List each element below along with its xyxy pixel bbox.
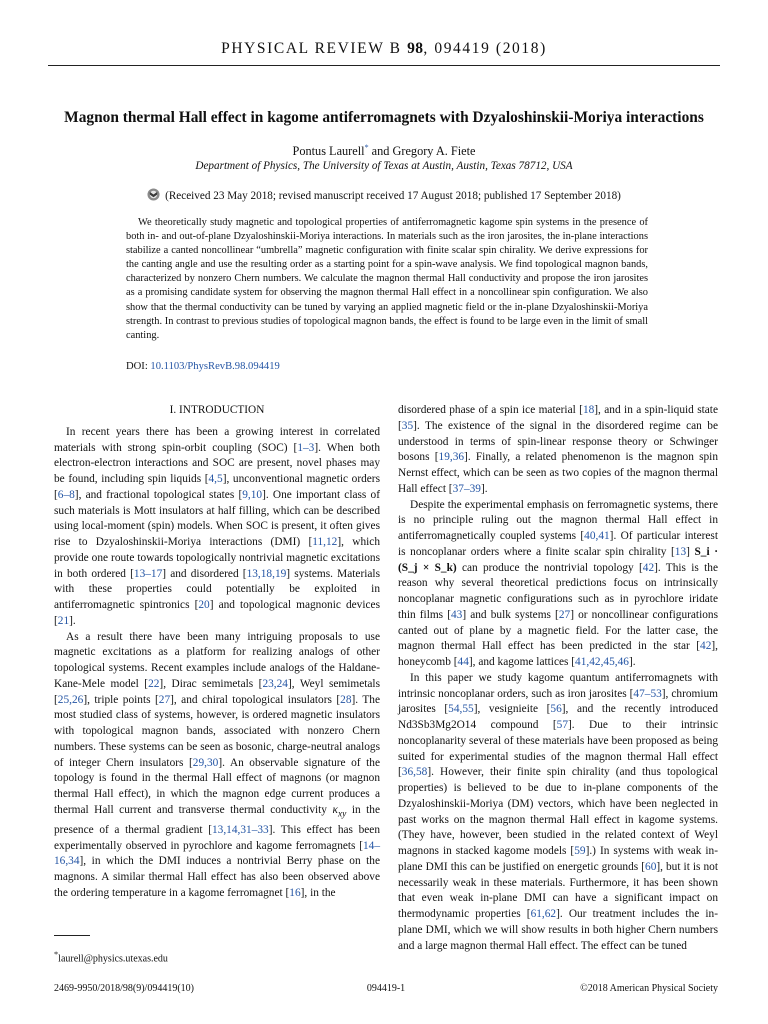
citation-link[interactable]: 47–53 xyxy=(633,687,662,700)
citation-link[interactable]: 21 xyxy=(57,614,70,627)
citation-link[interactable]: 13,18,19 xyxy=(246,567,287,580)
citation-link[interactable]: 35 xyxy=(401,419,414,432)
doi-link[interactable]: 10.1103/PhysRevB.98.094419 xyxy=(150,361,280,372)
footnote-email: laurell@physics.utexas.edu xyxy=(58,953,168,965)
header-rule xyxy=(48,65,720,66)
kappa-subscript: xy xyxy=(337,809,347,820)
citation-link[interactable]: 23,24 xyxy=(262,677,288,690)
citation-link[interactable]: 25,26 xyxy=(57,693,84,706)
doi-label: DOI: xyxy=(126,361,151,372)
citation-link[interactable]: 4,5 xyxy=(208,473,223,485)
citation-link[interactable]: 41,42,45,46 xyxy=(575,656,629,668)
citation-link[interactable]: 18 xyxy=(582,404,595,416)
citation-link[interactable]: 36,58 xyxy=(401,766,428,779)
citation-link[interactable]: 14–16,34 xyxy=(54,839,380,868)
citation-link[interactable]: 44 xyxy=(457,656,469,668)
citation-link[interactable]: 27 xyxy=(558,608,571,621)
citation-link[interactable]: 11,12 xyxy=(312,536,338,548)
footnote xyxy=(54,950,168,964)
citation-link[interactable]: 60 xyxy=(645,860,657,873)
citation-link[interactable]: 42 xyxy=(642,561,655,574)
author-name: Pontus Laurell xyxy=(292,144,365,159)
journal-header xyxy=(0,40,768,58)
paragraph: In recent years there has been a growing interest in correlated materials with strong spin-orbit coupling (SOC) [1–3]. When both electron-electron interactions and SOC are present, novel phases may be found, including spin liquids [4,5], unconventional magnetic orders [6–8], and fractional topological states [9,10]. One important class of such materials is Mott insulators at half filling, which can be described using local-moment (spin) models. When SOC is present, it often gives rise to Dzyaloshinskii-Moriya interactions (DMI) [11,12], which provide one route towards topologically nontrivial magnetic excitations in both ordered [13–17] and disordered [13,18,19] systems. Materials with these properties could potentially be exploited in antiferromagnetic spintronics [20] and topological magnonic devices [21]. xyxy=(54,425,380,627)
citation-link[interactable]: 13–17 xyxy=(133,567,163,580)
citation-link[interactable]: 61,62 xyxy=(530,908,557,920)
citation-link[interactable]: 1–3 xyxy=(297,441,315,454)
left-column xyxy=(54,403,380,902)
citation-link[interactable]: 40,41 xyxy=(584,530,610,542)
author-list xyxy=(0,143,768,159)
journal-volume: 98 xyxy=(407,40,424,57)
citation-link[interactable]: 9,10 xyxy=(242,488,263,501)
footnote-marker[interactable]: * xyxy=(364,143,369,152)
paragraph: Despite the experimental emphasis on ferromagnetic systems, there is no principle ruling out the magnon thermal Hall effect in antiferromagnetically coupled systems [40,41]. Of particular interest is noncoplanar orders where a finite scalar spin chirality [13] S_i · (S_j × S_k) can produce the nontrivial topology [42]. This is the reason why several theoretical predictions focus on intrinsically noncoplanar magnetic configurations such as in pyrochlore iridate thin films [43] and bulk systems [27] or noncollinear configurations canted out of plane by a magnetic field. For the latter case, the magnon thermal Hall effect has been predicted in the star [42], honeycomb [44], and kagome lattices [41,42,45,46]. xyxy=(398,498,718,668)
right-column xyxy=(398,403,718,954)
citation-link[interactable]: 29,30 xyxy=(192,756,219,769)
footnote-marker: * xyxy=(54,950,59,959)
abstract: We theoretically study magnetic and topological properties of antiferromagnetic kagome spin systems in the presence of both in- and out-of-plane Dzyaloshinskii-Moriya interactions. In materials such as the iron jarosites, the in-plane interactions stabilize a canted noncollinear “umbrella” magnetic configuration with finite scalar spin chirality. We derive expressions for the canting angle and use the resulting order as a starting point for a spin-wave analysis. We find topological magnon bands, characterized by nonzero Chern numbers. We calculate the magnon thermal Hall conductivity and propose the iron jarosites as a promising candidate system for observing the magnon thermal Hall effect in a noncollinear spin configuration. We also show that the thermal conductivity can be tuned by varying an applied magnetic field or the in-plane Dzyaloshinskii-Moriya strength. In contrast to previous studies of topological magnon bands, the effect is found to be large even in the limit of small canting. xyxy=(126,217,648,341)
paper-title: Magnon thermal Hall effect in kagome antiferromagnets with Dzyaloshinskii-Moriya interactions xyxy=(64,109,704,126)
footnote-rule xyxy=(54,935,90,936)
crossmark-icon[interactable] xyxy=(147,188,160,201)
journal-name: PHYSICAL REVIEW B xyxy=(221,40,402,57)
citation-link[interactable]: 13 xyxy=(674,545,687,558)
paragraph: As a result there have been many intriguing proposals to use magnetic excitations as a platform for realizing analogs of other topological systems. Recent examples include analogs of the Haldane-Kane-Mele model [22], Dirac semimetals [23,24], Weyl semimetals [25,26], triple points [27], and chiral topological insulators [28]. The most studied class of systems, however, is ordered magnetic insulators with topological magnon bands, associated with nonzero Chern numbers. These systems can be seen as bosonic, charge-neutral analogs of integer Chern insulators [29,30]. An observable signature of the topology is found in the thermal Hall effect of magnons (or magnon thermal Hall effect), in which the magnon edge current produces a thermal Hall current and transverse thermal conductivity $\kappa_{xy}$ in the presence of a thermal gradient [13,14,31–33]. This effect has been experimentally observed in pyrochlore and kagome ferromagnets [14–16,34], in which the DMI induces a nontrivial Berry phase on the magnons. A similar thermal Hall effect has also been observed above the ordering temperature in a kagome ferromagnet [16], in the xyxy=(54,630,381,899)
doi-line xyxy=(126,361,280,372)
citation-link[interactable]: 43 xyxy=(450,608,463,621)
article-info: , 094419 (2018) xyxy=(423,40,547,57)
footer-issn: 2469-9950/2018/98(9)/094419(10) xyxy=(54,983,194,994)
citation-link[interactable]: 59 xyxy=(574,845,586,857)
citation-link[interactable]: 13,14,31–33 xyxy=(211,823,269,836)
spin-chirality-formula: S_i · (S_j × S_k) xyxy=(398,545,718,574)
citation-link[interactable]: 22 xyxy=(148,677,160,690)
citation-link[interactable]: 27 xyxy=(158,693,171,706)
paragraph: disordered phase of a spin ice material [18], and in a spin-liquid state [35]. The existence of the signal in the disordered regime can be understood in terms of spin-linear response theory or Schwinger bosons [19,36]. Finally, a related phenomenon is the magnon spin Nernst effect, which can be seen as two copies of the magnon thermal Hall effect [37–39]. xyxy=(398,404,718,495)
citation-link[interactable]: 6–8 xyxy=(57,488,75,501)
author-connector: and xyxy=(368,144,393,159)
citation-link[interactable]: 37–39 xyxy=(452,482,481,495)
citation-link[interactable]: 54,55 xyxy=(448,703,474,716)
author-name: Gregory A. Fiete xyxy=(392,144,476,159)
citation-link[interactable]: 20 xyxy=(198,599,210,611)
citation-link[interactable]: 57 xyxy=(556,719,569,731)
footer-page-number: 094419-1 xyxy=(366,983,406,994)
citation-link[interactable]: 56 xyxy=(550,703,562,716)
citation-link[interactable]: 16 xyxy=(289,886,301,899)
received-text: (Received 23 May 2018; revised manuscript received 17 August 2018; published 17 September 2018) xyxy=(165,190,621,202)
citation-link[interactable]: 42 xyxy=(700,640,712,653)
footer-copyright: ©2018 American Physical Society xyxy=(580,983,718,994)
kappa-symbol: κ xyxy=(332,803,338,816)
paragraph: In this paper we study kagome quantum antiferromagnets with intrinsic noncoplanar orders, such as iron jarosites [47–53], chromium jarosites [54,55], vesignieite [56], and the recently introduced Nd3Sb3Mg2O14 compound [57]. Due to their intrinsic noncoplanarity several of these materials have been proposed as being suited for experimental studies of the magnon thermal Hall effect [36,58]. However, their finite spin chirality (and thus topological properties) is believed to be due to in-plane components of the Dzyaloshinskii-Moriya (DM) vectors, which have been neglected in past works on the magnon thermal Hall effect in kagome systems. (They have, however, been studied in the related context of Weyl magnons in stacked kagome models [59].) In systems with weak in-plane DMI this can be justified on energetic grounds [60], but it is not necessarily weak in these materials. Furthermore, it has been shown that even weak in-plane DMI can have a significant impact on thermodynamic properties [61,62]. Our treatment includes the in-plane DMI, which we will show results in both higher Chern numbers and a large magnon thermal Hall effect. The effect can be tuned xyxy=(398,671,719,952)
citation-link[interactable]: 19,36 xyxy=(438,451,465,464)
citation-link[interactable]: 28 xyxy=(340,693,352,706)
affiliation: Department of Physics, The University of Texas at Austin, Austin, Texas 78712, USA xyxy=(195,160,573,172)
section-heading: I. INTRODUCTION xyxy=(169,404,265,416)
received-dates xyxy=(0,188,768,202)
